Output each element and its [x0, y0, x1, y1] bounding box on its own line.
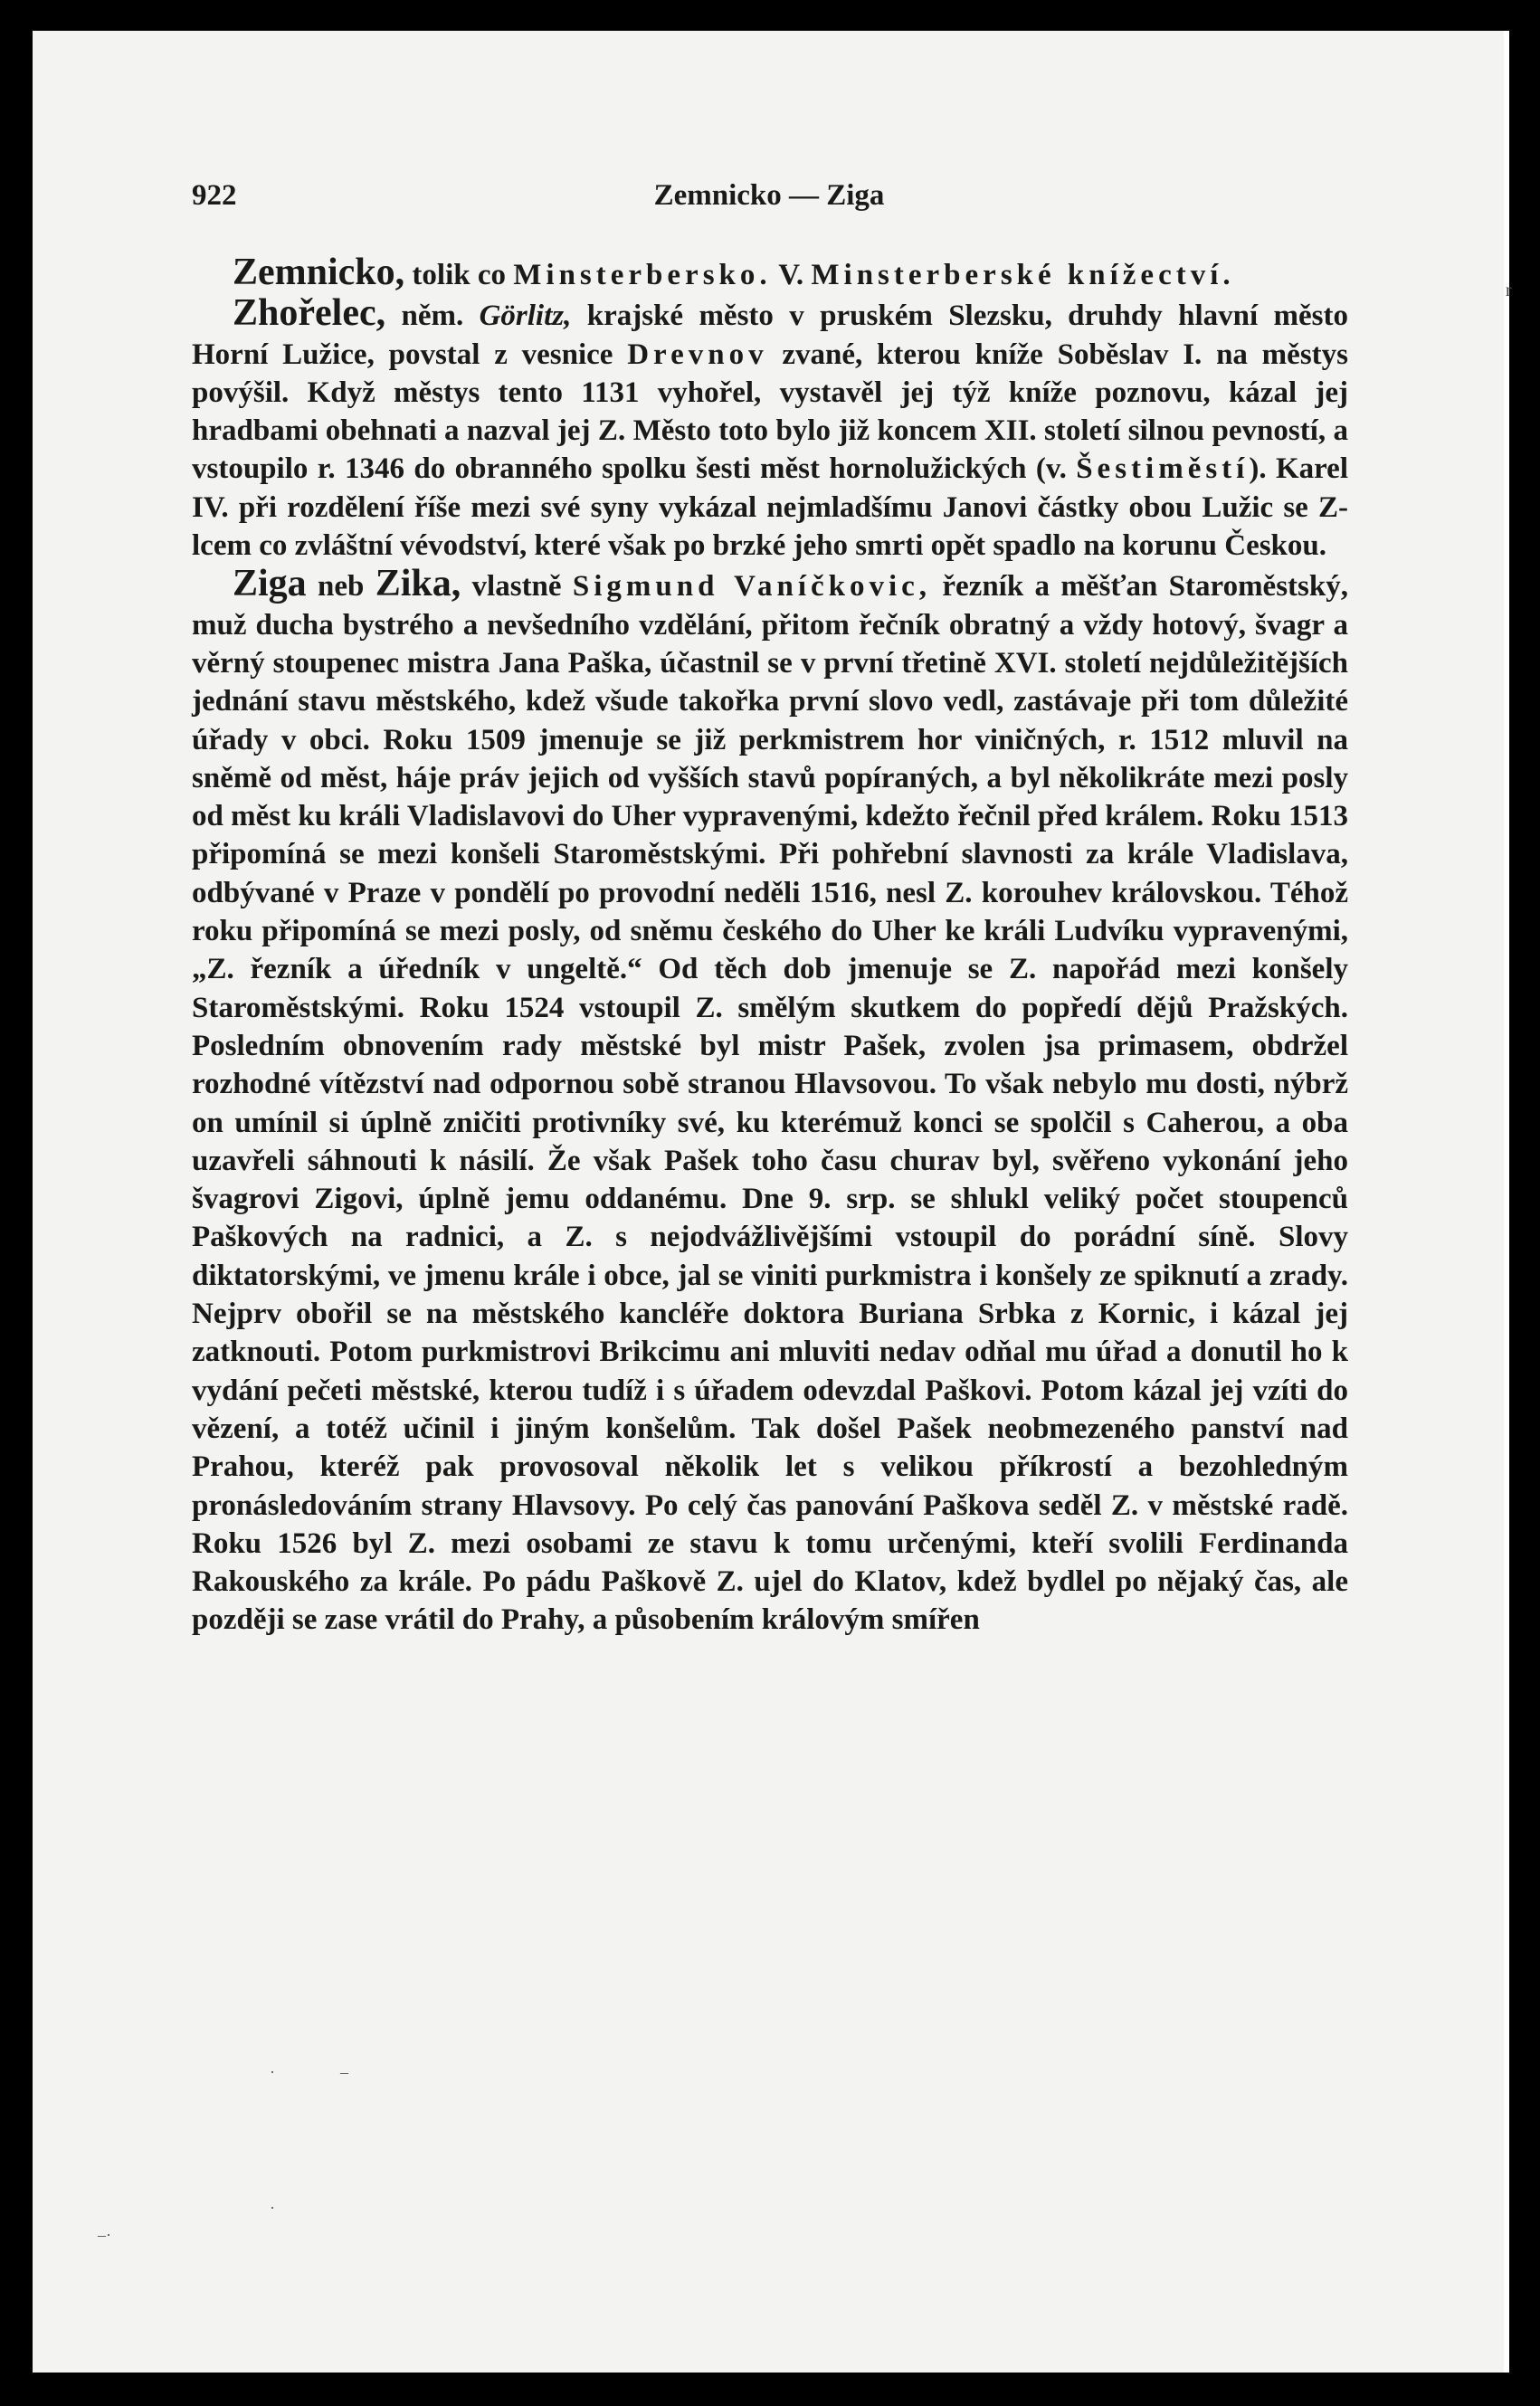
- entry-text: ). Karel IV. při rozdělení říše mezi své syny vykázal nejmladšímu Janovi částky obou Lužic se Z-lcem co zvláštní vévodství, které však po brzké jeho smrti opět spadlo na korunu Českou.: [192, 452, 1348, 563]
- bottom-specks: ·: [270, 2199, 275, 2217]
- alt-headword: Zika,: [375, 563, 461, 605]
- page-header: [192, 179, 1346, 224]
- entry-text: neb: [306, 570, 375, 604]
- spaced-name: Drevnov: [627, 338, 768, 371]
- german-name: Görlitz,: [479, 300, 572, 333]
- spaced-name: Sigmund Vaníčkovic,: [572, 570, 932, 604]
- entry-text: zvané, kterou kníže Soběslav I. na městys povýšil. Když městys tento 1131 vyhořel, vystavěl jej týž kníže poznovu, kázal jej hradbami obehnati a nazval jej Z. Město toto bylo již koncem XII. století silnou pevností, a vstoupilo r. 1346 do obranného spolku šesti měst hornolužických (v.: [192, 338, 1348, 486]
- entry-text: řezník a měšťan Staroměstský, muž ducha bystrého a nevšedního vzdělání, přitom řečník obratný a vždy hotový, švagr a věrný stoupenec mistra Jana Paška, účastnil se v první třetině XVI. století nejdůležitějších jednání stavu městského, kdež všude takořka první slovo vedl, zastávaje při tom důležité úřady v obci. Roku 1509 jmenuje se již perkmistrem hor viničných, r. 1512 mluvil na sněmě od měst, háje práv jejich od vyšších stavů popíraných, a byl několikráte mezi posly od měst ku králi Vladislavovi do Uher vypravenými, kdežto řečnil před králem. Roku 1513 připomíná se mezi konšeli Staroměstskými. Při pohřební slavnosti za krále Vladislava, odbývané v Praze v pondělí po provodní neděli 1516, nesl Z. korouhev královskou. Téhož roku připomíná se mezi posly, od sněmu českého do Uher ke králi Ludvíku vypravenými, „Z. řezník a úředník v ungeltě.“ Od těch dob jmenuje se Z. napořád mezi konšely Staroměstskými. Roku 1524 vstoupil Z. smělým skutkem do popředí dějů Pražských. Posledním obnovením rady městské byl mistr Pašek, zvolen jsa primasem, obdržel rozhodné vítězství nad odpornou sobě stranou Hlavsovou. To však nebylo mu dosti, nýbrž on umínil si úplně zničiti protivníky své, ku kterémuž konci se spolčil s Caherou, a oba uzavřeli sáhnouti k násilí. Že však Pašek toho času churav byl, svěřeno vykonání jeho švagrovi Zigovi, úplně jemu oddanému. Dne 9. srp. se shlukl veliký počet stoupenců Paškových na radnici, a Z. s nejodvážlivějšími vstoupil do porádní síně. Slovy diktatorskými, ve jmenu krále i obce, jal se viniti purkmistra i konšely ze spiknutí a zrady. Nejprv obořil se na městského kancléře doktora Buriana Srbka z Kornic, i kázal jej zatknouti. Potom purkmistrovi Brikcimu ani mluviti nedav odňal mu úřad a donutil ho k vydání pečeti městské, kterou tudíž i s úřadem odevzdal Paškovi. Potom kázal jej vzíti do vězení, a totéž učinil i jiným konšelům. Tak došel Pašek neobmezeného panství nad Prahou, kteréž pak provosoval několik let s velikou příkrostí a bezohledným pronásledováním strany Hlavsovy. Po celý čas panování Paškova seděl Z. v městské radě. Roku 1526 byl Z. mezi osobami ze stavu k tomu určenými, kteří svolili Ferdinanda Rakouského za krále. Po pádu Paškově Z. ujel do Klatov, kdež bydlel po nějaký čas, ale později se zase vrátil do Prahy, a působením královým smířen: [192, 570, 1348, 1637]
- bottom-specks: · –: [270, 2063, 348, 2081]
- entry-zemnicko: [192, 253, 1348, 294]
- page-number: 922: [192, 179, 237, 212]
- headword: Zemnicko,: [233, 252, 405, 293]
- entry-text: V.: [771, 259, 812, 291]
- entry-text: vlastně: [461, 570, 573, 604]
- cross-reference: Minsterberské knížectví.: [811, 259, 1235, 291]
- cross-reference: Šestiměstí: [1076, 452, 1250, 486]
- headword: Zhořelec,: [233, 292, 386, 335]
- entry-zhorelec: [192, 294, 1348, 565]
- entry-text: něm.: [385, 300, 480, 333]
- running-title: Zemnicko — Ziga: [653, 179, 885, 212]
- margin-speck: r: [1506, 281, 1512, 300]
- bottom-specks: –·: [98, 2226, 111, 2244]
- dictionary-entries: [192, 253, 1348, 1640]
- entry-text: tolik co: [404, 259, 514, 291]
- headword: Ziga: [233, 563, 307, 605]
- entry-text: krajské město v pruském Slezsku, druhdy hlavní město Horní Lužice, povstal z vesnice: [192, 300, 1348, 371]
- cross-reference: Minsterbersko.: [513, 259, 772, 291]
- entry-ziga: [192, 565, 1348, 1639]
